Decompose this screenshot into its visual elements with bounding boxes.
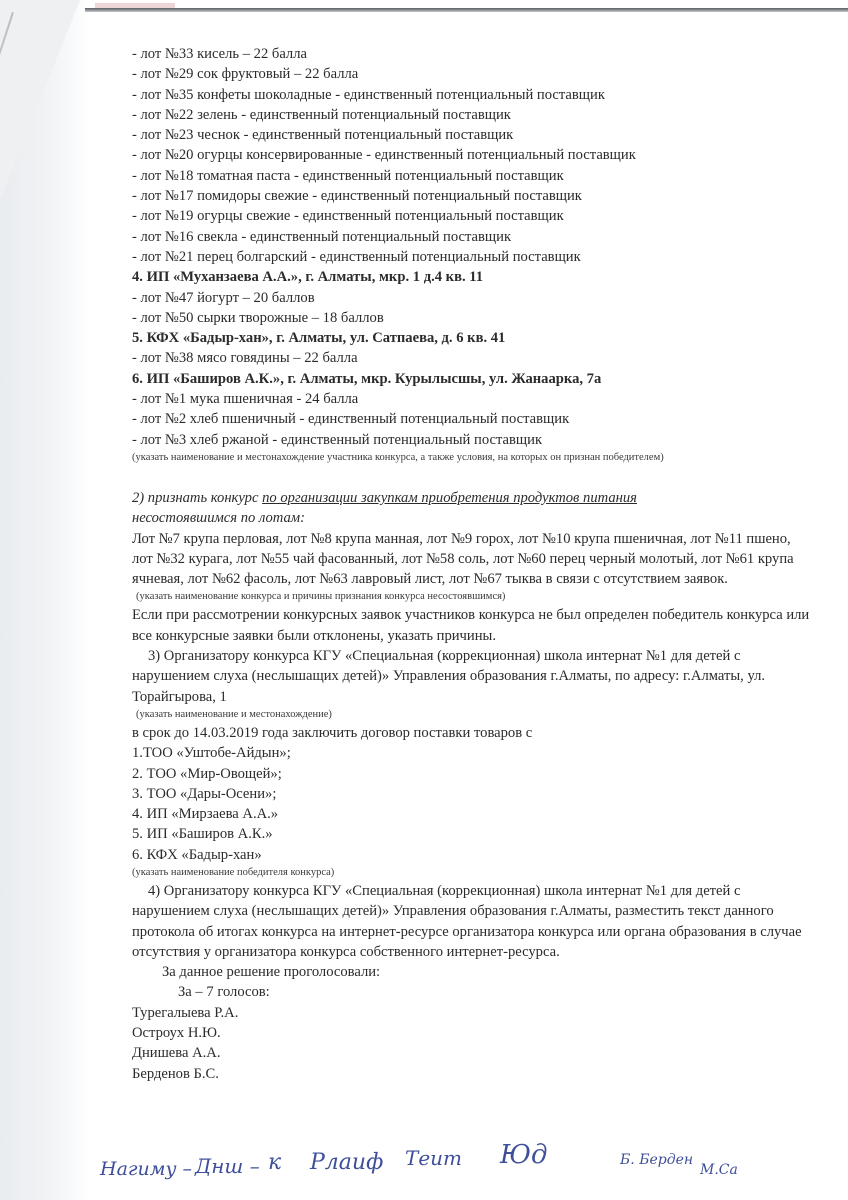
- scan-folded-corner: [0, 0, 80, 200]
- lot-item: - лот №1 мука пшеничная - 24 балла: [132, 391, 359, 408]
- member-name: Турегалыева Р.А.: [132, 1004, 239, 1021]
- winner-item: 1.ТОО «Уштобе-Айдын»;: [132, 745, 291, 762]
- lot-item: - лот №33 кисель – 22 балла: [132, 46, 307, 62]
- form-note: (указать наименование и местонахождение участника конкурса, а также условия, на которых он признан победителем): [132, 451, 664, 463]
- section3-body: 3) Организатору конкурса КГУ «Специальная (коррекционная) школа интернат №1 для детей с нарушением слуха (неслышащих детей)» Управления образования г.Алматы, по адресу: г.Алматы, ул. Торайгырова, 1: [132, 648, 766, 705]
- lot-item: - лот №50 сырки творожные – 18 баллов: [132, 309, 384, 326]
- supplier-heading: 4. ИП «Муханзаева А.А.», г. Алматы, мкр. 1 д.4 кв. 11: [132, 269, 484, 286]
- voting-intro: За данное решение проголосовали:: [162, 964, 381, 981]
- signature: Юд: [500, 1140, 548, 1170]
- signature: Рлаиф: [310, 1150, 384, 1175]
- member-name: Остроух Н.Ю.: [132, 1025, 221, 1042]
- form-note: (указать наименование и местонахождение): [136, 708, 332, 720]
- member-name: Берденов Б.С.: [132, 1065, 219, 1082]
- winner-list: [132, 743, 812, 865]
- signatures-row: [100, 1140, 848, 1200]
- lot-item: - лот №47 йогурт – 20 баллов: [132, 289, 315, 306]
- lot-item: - лот №22 зелень - единственный потенциальный поставщик: [132, 106, 511, 123]
- lot-item: - лот №3 хлеб ржаной - единственный потенциальный поставщик: [132, 431, 543, 448]
- signature: к: [268, 1150, 282, 1175]
- lot-item: - лот №21 перец болгарский - единственный потенциальный поставщик: [132, 248, 581, 265]
- section2-contest-name: по организации закупкам приобретения продуктов питания: [262, 489, 637, 506]
- lot-item: - лот №23 чеснок - единственный потенциальный поставщик: [132, 127, 514, 144]
- winner-item: 3. ТОО «Дары-Осени»;: [132, 785, 277, 802]
- signature: Б. Берден: [620, 1152, 694, 1168]
- lot-item: - лот №19 огурцы свежие - единственный потенциальный поставщик: [132, 208, 564, 225]
- winner-item: 5. ИП «Баширов А.К.»: [132, 826, 273, 843]
- section2-subtitle: несостоявшимся по лотам:: [132, 510, 305, 527]
- section2-reason: Если при рассмотрении конкурсных заявок участников конкурса не был определен победитель конкурса или все конкурсные заявки были отклонены, указать причины.: [132, 607, 810, 644]
- form-note: (указать наименование конкурса и причины признания конкурса несостоявшимся): [136, 591, 506, 603]
- document-page: [132, 44, 812, 1084]
- section2-lots: Лот №7 крупа перловая, лот №8 крупа манная, лот №9 горох, лот №10 крупа пшеничная, лот №11 пшено, лот №32 курага, лот №55 чай фасованный, лот №58 соль, лот №60 перец черный молотый, лот №61 крупа ячневая, лот №62 фасоль, лот №63 лавровый лист, лот №67 тыква в связи с отсутствием заявок.: [132, 530, 794, 588]
- section2-title: [132, 488, 812, 508]
- lot-item: - лот №16 свекла - единственный потенциальный поставщик: [132, 228, 512, 245]
- signature: Теит: [405, 1146, 463, 1170]
- section3-deadline: в срок до 14.03.2019 года заключить договор поставки товаров с: [132, 724, 533, 741]
- winner-item: 2. ТОО «Мир-Овощей»;: [132, 765, 282, 782]
- section4-body: 4) Организатору конкурса КГУ «Специальная (коррекционная) школа интернат №1 для детей с нарушением слуха (неслышащих детей)» Управления образования г.Алматы, разместить текст данного протокола об итогах конкурса на интернет-ресурсе организатора конкурса или органа образования в случае отсутствия у организатора конкурса собственного интернет-ресурса.: [132, 882, 802, 960]
- lot-item: - лот №38 мясо говядины – 22 балла: [132, 350, 358, 367]
- signature: М.Са: [700, 1162, 738, 1178]
- lot-item: - лот №17 помидоры свежие - единственный потенциальный поставщик: [132, 188, 582, 205]
- section2-prefix: 2) признать конкурс: [132, 489, 263, 506]
- lot-item: - лот №2 хлеб пшеничный - единственный потенциальный поставщик: [132, 411, 570, 428]
- form-note: (указать наименование победителя конкурса): [132, 866, 335, 878]
- lot-item: - лот №29 сок фруктовый – 22 балла: [132, 66, 359, 83]
- voting-for-count: За – 7 голосов:: [178, 984, 270, 1001]
- voting-members: [132, 1003, 812, 1084]
- lot-item: - лот №20 огурцы консервированные - единственный потенциальный поставщик: [132, 147, 636, 164]
- supplier-heading: 5. КФХ «Бадыр-хан», г. Алматы, ул. Сатпаева, д. 6 кв. 41: [132, 330, 506, 347]
- spacer: [132, 466, 812, 488]
- supplier-heading: 6. ИП «Баширов А.К.», г. Алматы, мкр. Курылысшы, ул. Жанаарка, 7а: [132, 370, 602, 387]
- signature: Нагиму –: [100, 1158, 193, 1180]
- winner-item: 4. ИП «Мирзаева А.А.»: [132, 806, 279, 823]
- winner-item: 6. КФХ «Бадыр-хан»: [132, 846, 262, 863]
- member-name: Днишева А.А.: [132, 1045, 221, 1062]
- signature: Днш –: [195, 1154, 260, 1178]
- lot-list-prev-supplier: [132, 44, 812, 267]
- lot-item: - лот №18 томатная паста - единственный потенциальный поставщик: [132, 167, 564, 184]
- lot-item: - лот №35 конфеты шоколадные - единственный потенциальный поставщик: [132, 86, 605, 103]
- scan-top-edge: [85, 8, 848, 12]
